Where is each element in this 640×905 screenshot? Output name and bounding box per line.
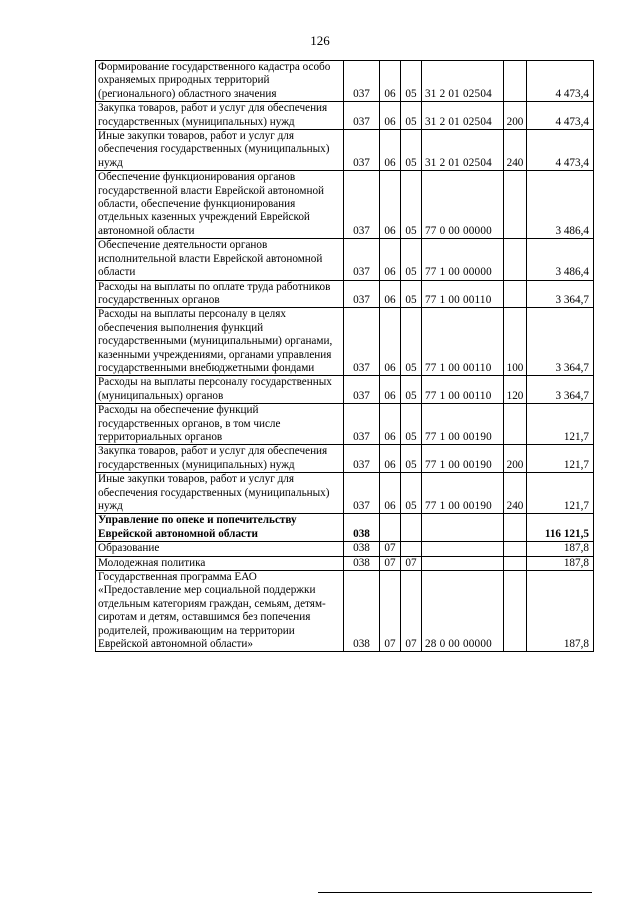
- admin-code-cell: 038: [344, 514, 380, 542]
- admin-code-cell: 038: [344, 571, 380, 652]
- subsection-code-cell: 05: [401, 171, 422, 239]
- table-row: [96, 404, 594, 445]
- expense-name-cell: Обеспечение деятельности органов исполнительной власти Еврейской автономной области: [96, 239, 344, 280]
- admin-code-cell: 037: [344, 445, 380, 473]
- subsection-code-cell: 05: [401, 376, 422, 404]
- amount-cell: 4 473,4: [527, 130, 594, 171]
- expense-name-cell: Управление по опеке и попечительству Еврейской автономной области: [96, 514, 344, 542]
- subsection-code-cell: 05: [401, 239, 422, 280]
- table-row: [96, 308, 594, 376]
- expense-name-cell: Расходы на выплаты по оплате труда работников государственных органов: [96, 280, 344, 308]
- subsection-code-cell: 05: [401, 130, 422, 171]
- expense-type-cell: [504, 171, 527, 239]
- table-row: [96, 571, 594, 652]
- section-code-cell: 07: [380, 556, 401, 570]
- expense-name-cell: Формирование государственного кадастра особо охраняемых природных территорий (регионального) областного значения: [96, 61, 344, 102]
- expense-name-cell: Государственная программа ЕАО «Предоставление мер социальной поддержки отдельным категориям граждан, семьям, детям-сиротам и детям, оставшимся без попечения родителей, проживающим на территории Еврейской автономной области»: [96, 571, 344, 652]
- expense-type-cell: [504, 514, 527, 542]
- target-article-cell: 77 1 00 00110: [422, 376, 504, 404]
- table-row: [96, 130, 594, 171]
- table-row: [96, 376, 594, 404]
- expense-type-cell: [504, 404, 527, 445]
- expense-name-cell: Закупка товаров, работ и услуг для обеспечения государственных (муниципальных) нужд: [96, 102, 344, 130]
- amount-cell: 121,7: [527, 473, 594, 514]
- expense-type-cell: 120: [504, 376, 527, 404]
- amount-cell: 3 486,4: [527, 239, 594, 280]
- expense-name-cell: Молодежная политика: [96, 556, 344, 570]
- expense-type-cell: [504, 571, 527, 652]
- subsection-code-cell: [401, 542, 422, 556]
- target-article-cell: 31 2 01 02504: [422, 102, 504, 130]
- table-row: [96, 61, 594, 102]
- admin-code-cell: 037: [344, 376, 380, 404]
- expense-type-cell: [504, 542, 527, 556]
- subsection-code-cell: [401, 514, 422, 542]
- section-code-cell: 06: [380, 308, 401, 376]
- footer-line: [318, 892, 592, 893]
- expense-type-cell: 100: [504, 308, 527, 376]
- admin-code-cell: 037: [344, 308, 380, 376]
- expense-name-cell: Закупка товаров, работ и услуг для обеспечения государственных (муниципальных) нужд: [96, 445, 344, 473]
- admin-code-cell: 037: [344, 404, 380, 445]
- admin-code-cell: 037: [344, 61, 380, 102]
- subsection-code-cell: 07: [401, 571, 422, 652]
- section-code-cell: 06: [380, 239, 401, 280]
- section-code-cell: 06: [380, 61, 401, 102]
- budget-table: [95, 60, 594, 652]
- amount-cell: 3 486,4: [527, 171, 594, 239]
- admin-code-cell: 037: [344, 473, 380, 514]
- expense-type-cell: [504, 280, 527, 308]
- section-code-cell: 07: [380, 571, 401, 652]
- section-code-cell: 06: [380, 445, 401, 473]
- table-row: [96, 280, 594, 308]
- amount-cell: 121,7: [527, 404, 594, 445]
- table-row: [96, 514, 594, 542]
- target-article-cell: 77 1 00 00000: [422, 239, 504, 280]
- amount-cell: 3 364,7: [527, 308, 594, 376]
- table-body: [96, 61, 594, 652]
- amount-cell: 187,8: [527, 542, 594, 556]
- section-code-cell: 06: [380, 280, 401, 308]
- subsection-code-cell: 05: [401, 308, 422, 376]
- table-row: [96, 445, 594, 473]
- amount-cell: 3 364,7: [527, 280, 594, 308]
- expense-type-cell: 240: [504, 130, 527, 171]
- amount-cell: 187,8: [527, 571, 594, 652]
- expense-type-cell: 200: [504, 102, 527, 130]
- section-code-cell: 06: [380, 130, 401, 171]
- admin-code-cell: 038: [344, 542, 380, 556]
- section-code-cell: 06: [380, 171, 401, 239]
- amount-cell: 4 473,4: [527, 102, 594, 130]
- expense-type-cell: 240: [504, 473, 527, 514]
- table-row: [96, 542, 594, 556]
- admin-code-cell: 037: [344, 130, 380, 171]
- expense-type-cell: [504, 61, 527, 102]
- table-row: [96, 556, 594, 570]
- amount-cell: 4 473,4: [527, 61, 594, 102]
- expense-name-cell: Расходы на обеспечение функций государственных органов, в том числе территориальных органов: [96, 404, 344, 445]
- table-row: [96, 473, 594, 514]
- admin-code-cell: 037: [344, 171, 380, 239]
- expense-type-cell: [504, 556, 527, 570]
- section-code-cell: 06: [380, 102, 401, 130]
- admin-code-cell: 037: [344, 239, 380, 280]
- subsection-code-cell: 05: [401, 404, 422, 445]
- section-code-cell: 06: [380, 404, 401, 445]
- target-article-cell: 77 1 00 00190: [422, 473, 504, 514]
- expense-name-cell: Расходы на выплаты персоналу государственных (муниципальных) органов: [96, 376, 344, 404]
- target-article-cell: 77 1 00 00190: [422, 404, 504, 445]
- table-row: [96, 171, 594, 239]
- target-article-cell: 77 1 00 00110: [422, 308, 504, 376]
- admin-code-cell: 037: [344, 102, 380, 130]
- amount-cell: 116 121,5: [527, 514, 594, 542]
- target-article-cell: 31 2 01 02504: [422, 61, 504, 102]
- target-article-cell: 31 2 01 02504: [422, 130, 504, 171]
- amount-cell: 3 364,7: [527, 376, 594, 404]
- table-row: [96, 102, 594, 130]
- section-code-cell: 06: [380, 376, 401, 404]
- expense-name-cell: Обеспечение функционирования органов государственной власти Еврейской автономной области, обеспечение функционирования отдельных казенных учреждений Еврейской автономной области: [96, 171, 344, 239]
- subsection-code-cell: 05: [401, 102, 422, 130]
- expense-type-cell: 200: [504, 445, 527, 473]
- admin-code-cell: 038: [344, 556, 380, 570]
- section-code-cell: [380, 514, 401, 542]
- table-row: [96, 239, 594, 280]
- admin-code-cell: 037: [344, 280, 380, 308]
- target-article-cell: [422, 542, 504, 556]
- subsection-code-cell: 05: [401, 473, 422, 514]
- expense-name-cell: Иные закупки товаров, работ и услуг для обеспечения государственных (муниципальных) нужд: [96, 130, 344, 171]
- subsection-code-cell: 07: [401, 556, 422, 570]
- expense-name-cell: Иные закупки товаров, работ и услуг для обеспечения государственных (муниципальных) нужд: [96, 473, 344, 514]
- amount-cell: 187,8: [527, 556, 594, 570]
- expense-name-cell: Образование: [96, 542, 344, 556]
- target-article-cell: 77 1 00 00110: [422, 280, 504, 308]
- page-number: 126: [310, 33, 330, 48]
- target-article-cell: 77 1 00 00190: [422, 445, 504, 473]
- target-article-cell: [422, 514, 504, 542]
- subsection-code-cell: 05: [401, 280, 422, 308]
- expense-type-cell: [504, 239, 527, 280]
- target-article-cell: 77 0 00 00000: [422, 171, 504, 239]
- section-code-cell: 06: [380, 473, 401, 514]
- target-article-cell: [422, 556, 504, 570]
- subsection-code-cell: 05: [401, 61, 422, 102]
- section-code-cell: 07: [380, 542, 401, 556]
- expense-name-cell: Расходы на выплаты персоналу в целях обеспечения выполнения функций государственными (муниципальными) органами, казенными учреждениями, органами управления государственными внебюджетными фондами: [96, 308, 344, 376]
- amount-cell: 121,7: [527, 445, 594, 473]
- target-article-cell: 28 0 00 00000: [422, 571, 504, 652]
- subsection-code-cell: 05: [401, 445, 422, 473]
